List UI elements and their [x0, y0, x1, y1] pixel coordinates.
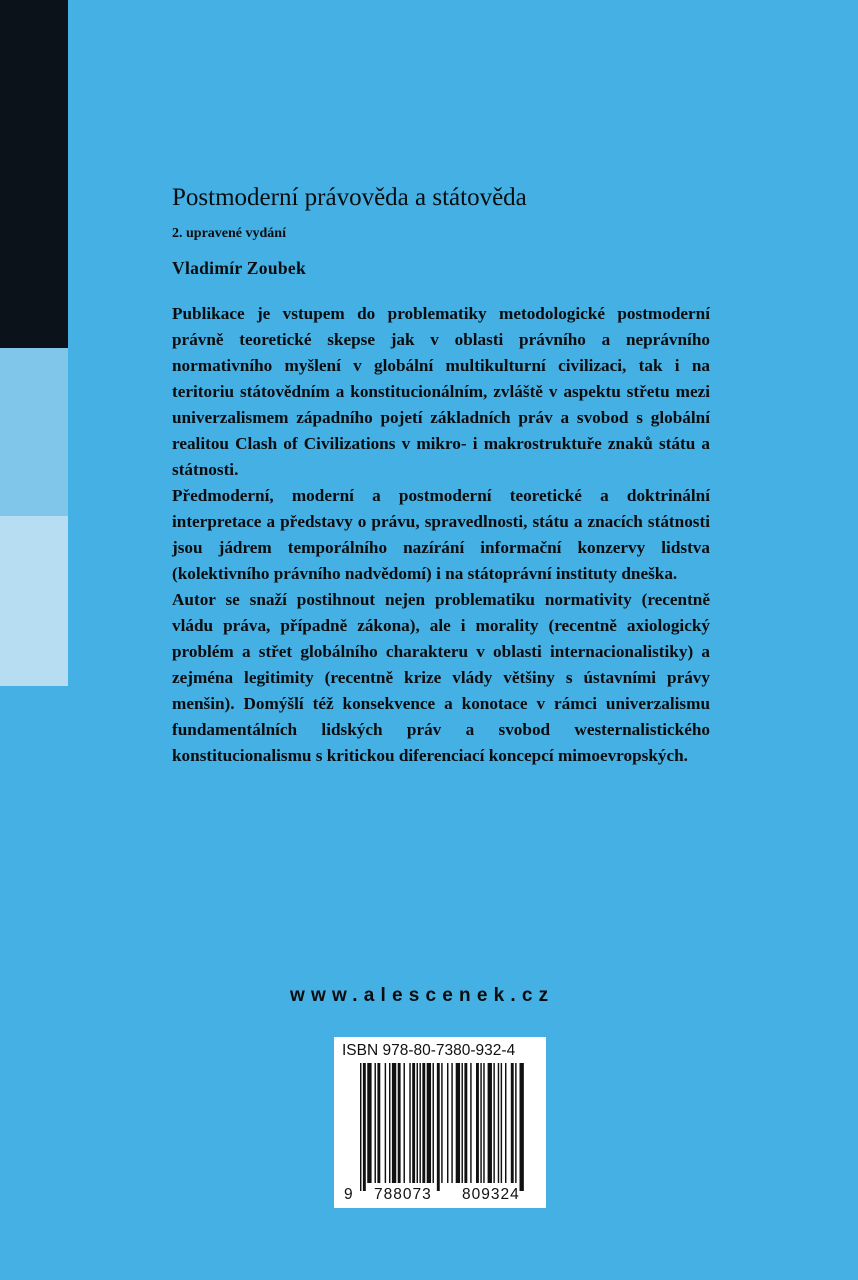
barcode-bar	[409, 1063, 410, 1183]
barcode-bar	[493, 1063, 494, 1183]
barcode-bar	[515, 1063, 516, 1183]
barcode-panel	[334, 1037, 546, 1208]
barcode-bar	[437, 1063, 440, 1191]
barcode-bar	[456, 1063, 460, 1183]
barcode-bar	[480, 1063, 481, 1183]
barcode-bar	[422, 1063, 425, 1183]
barcode-bar	[464, 1063, 467, 1183]
barcode-bar	[505, 1063, 506, 1183]
barcode-bar	[451, 1063, 452, 1183]
barcode-bar	[488, 1063, 492, 1183]
author-name: Vladimír Zoubek	[172, 257, 306, 278]
barcode-left-digits: 788073	[374, 1186, 432, 1203]
barcode-bar	[470, 1063, 471, 1183]
barcode-bar	[511, 1063, 514, 1183]
barcode-bar	[483, 1063, 484, 1183]
barcode-right-digits: 809324	[462, 1186, 520, 1203]
back-cover-text	[172, 184, 710, 769]
isbn-label: ISBN 978-80-7380-932-4	[342, 1042, 516, 1059]
barcode-bar	[462, 1063, 463, 1183]
barcode-bar	[398, 1063, 401, 1183]
barcode-bar	[389, 1063, 390, 1183]
publisher-website[interactable]: www.alescenek.cz	[290, 985, 555, 1006]
barcode-icon	[334, 1037, 546, 1208]
blurb-paragraph: Předmoderní, moderní a postmoderní teoretické a doktrinální interpretace a představy o právu, spravedlnosti, státu a znacích státnosti jsou jádrem temporálního nazírání informační konzervy lidstva (kolektivního právního nadvědomí) i na státoprávní instituty dneška.	[172, 485, 710, 583]
blurb	[172, 301, 710, 769]
barcode-bar	[385, 1063, 386, 1183]
barcode-bar	[419, 1063, 420, 1183]
barcode-bar	[375, 1063, 376, 1183]
edition-label: 2. upravené vydání	[172, 225, 286, 241]
barcode-bar	[363, 1063, 366, 1191]
barcode-bar	[404, 1063, 405, 1183]
barcode-bar	[441, 1063, 442, 1183]
barcode-bar	[392, 1063, 396, 1183]
blurb-paragraph: Publikace je vstupem do problematiky metodologické postmoderní právně teoretické skepse jak v oblasti právního a neprávního normativního myšlení v globální multikulturní civilizaci, tak i na teritoriu státovědním a konstitucionálním, zvláště v aspektu střetu mezi univerzalismem západního pojetí základních práv a svobod s globální realitou Clash of Civilizations v mikro- i makrostruktuře znaků státu a státnosti.	[172, 303, 710, 479]
barcode-bar	[367, 1063, 371, 1183]
barcode-bar	[433, 1063, 434, 1183]
barcode-bar	[427, 1063, 431, 1183]
barcode-bar	[447, 1063, 448, 1183]
barcode-bar	[417, 1063, 418, 1183]
book-title: Postmoderní právověda a státověda	[172, 184, 527, 211]
barcode-lead-digit: 9	[344, 1186, 354, 1203]
barcode-bar	[360, 1063, 361, 1191]
barcode-bar	[520, 1063, 524, 1191]
edge-band-dark	[0, 0, 68, 348]
barcode-bar	[498, 1063, 499, 1183]
edge-band-light	[0, 516, 68, 686]
barcode-bar	[501, 1063, 502, 1183]
barcode-bar	[377, 1063, 380, 1183]
blurb-paragraph: Autor se snaží postihnout nejen problematiku normativity (recentně vládu práva, případně zákona), ale i morality (recentně axiologický problém a střet globálního charakteru v oblasti internacionalistiky) a zejména legitimity (recentně krize vlády většiny s ústavními právy menšin). Domýšlí též konsekvence a konotace v rámci univerzalismu fundamentálních lidských práv a svobod westernalistického konstitucionalismu s kritickou diferenciací koncepcí mimoevropských.	[172, 589, 710, 765]
barcode-bar	[476, 1063, 479, 1183]
edge-band-mid	[0, 348, 68, 516]
barcode-bar	[412, 1063, 415, 1183]
